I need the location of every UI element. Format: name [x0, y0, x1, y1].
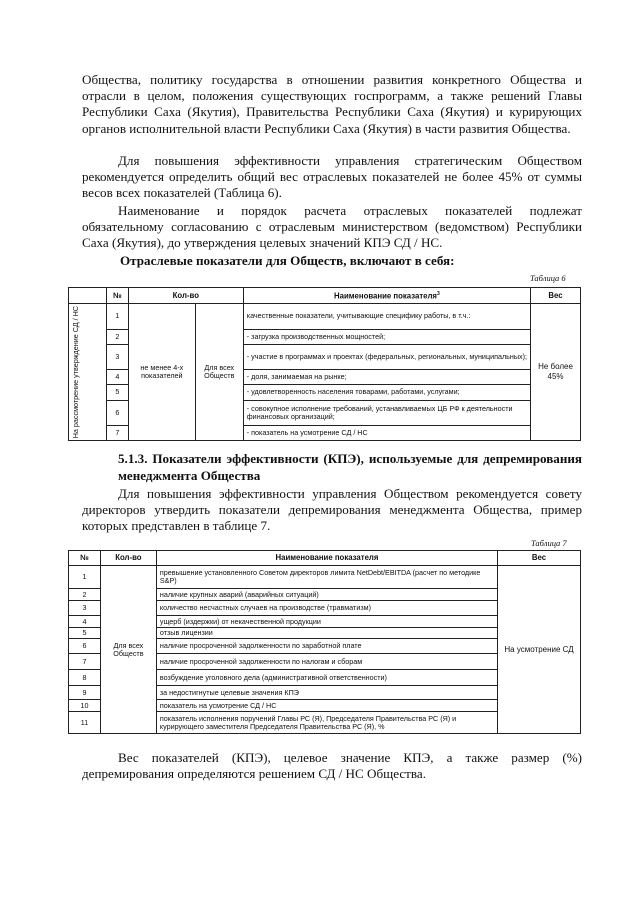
paragraph-agreement: Наименование и порядок расчета отраслевых показателей подлежат обязательному согласованию с отраслевым министерством (ведомством) Республики Саха (Якутия), до утверждения целевых значений КПЭ СД / НС. — [82, 203, 582, 251]
table6-header-num: № — [106, 288, 128, 304]
paragraph-depremiation: Для повышения эффективности управления Обществом рекомендуется совету директоров утвердить показатели депремирования менеджмента Общества, пример которых представлен в таблице 7. — [82, 486, 582, 534]
section-heading-5-1-3: 5.1.3. Показатели эффективности (КПЭ), используемые для депремирования менеджмента Общества — [118, 451, 582, 483]
row-number: 6 — [106, 400, 128, 426]
table6-caption: Таблица 6 — [530, 273, 566, 283]
table6-side-label-cell — [69, 304, 107, 441]
indicator-name: наличие крупных аварий (аварийных ситуаций) — [156, 589, 497, 601]
indicator-name: - удовлетворенность населения товарами, работами, услугами; — [243, 385, 530, 400]
row-number: 10 — [69, 700, 101, 712]
row-number: 8 — [69, 670, 101, 686]
table7-header-num: № — [69, 551, 101, 566]
indicator-name: - загрузка производственных мощностей; — [243, 329, 530, 344]
indicator-name: отзыв лицензии — [156, 628, 497, 639]
row-number: 2 — [69, 589, 101, 601]
row-number: 4 — [69, 616, 101, 628]
row-number: 5 — [106, 385, 128, 400]
indicator-name: наличие просроченной задолженности по налогам и сборам — [156, 654, 497, 670]
table6-scope: Для всех Обществ — [195, 304, 243, 441]
row-number: 3 — [106, 344, 128, 370]
table6-heading: Отраслевые показатели для Обществ, включают в себя: — [120, 253, 455, 268]
row-number: 11 — [69, 712, 101, 734]
indicator-name: показатель на усмотрение СД / НС — [156, 700, 497, 712]
row-number: 5 — [69, 628, 101, 639]
indicator-name: - доля, занимаемая на рынке; — [243, 370, 530, 385]
table7-header-name: Наименование показателя — [156, 551, 497, 566]
table7-scope: Для всех Обществ — [100, 566, 156, 734]
table6-side-label: На рассмотрение утверждение СД / НС — [71, 306, 80, 439]
indicator-name: превышение установленного Советом директоров лимита NetDebt/EBITDA (расчет по методике S&P) — [156, 566, 497, 589]
table6-header-blank — [69, 288, 107, 304]
table7-header-weight: Вес — [498, 551, 581, 566]
table6-header-name: Наименование показателя$^3$ — [243, 288, 530, 304]
indicator-name: - совокупное исполнение требований, устанавливаемых ЦБ РФ к деятельности финансовых организаций; — [243, 400, 530, 426]
row-number: 1 — [69, 566, 101, 589]
row-number: 9 — [69, 686, 101, 700]
table7-weight-value: На усмотрение СД — [498, 566, 581, 734]
table6-weight-value: Не более 45% — [531, 304, 581, 441]
indicator-name: наличие просроченной задолженности по заработной плате — [156, 639, 497, 654]
table-row — [69, 566, 581, 589]
table6-header-qty: Кол-во — [128, 288, 243, 304]
table6 — [68, 287, 581, 441]
table-row — [69, 304, 581, 330]
indicator-name: - участие в программах и проектах (федеральных, региональных, муниципальных); — [243, 344, 530, 370]
table6-qty-value: не менее 4-х показателей — [128, 304, 195, 441]
paragraph-weight-recommendation: Для повышения эффективности управления стратегическим Обществом рекомендуется определить общий вес отраслевых показателей не более 45% от суммы весов всех показателей (Таблица 6). — [82, 153, 582, 201]
row-number: 7 — [106, 426, 128, 441]
row-number: 1 — [106, 304, 128, 330]
row-number: 2 — [106, 329, 128, 344]
indicator-name: ущерб (издержки) от некачественной продукции — [156, 616, 497, 628]
indicator-name: - показатель на усмотрение СД / НС — [243, 426, 530, 441]
indicator-name: возбуждение уголовного дела (административной ответственности) — [156, 670, 497, 686]
paragraph-intro: Общества, политику государства в отношении развития конкретного Общества и отрасли в целом, положения существующих госпрограмм, а также решений Главы Республики Саха (Якутия), Правительства Республики Саха (Якутия) и курирующих органов исполнительной власти Республики Саха (Якутия) в части развития Общества. — [82, 72, 582, 136]
table7 — [68, 550, 581, 734]
table6-header-weight: Вес — [531, 288, 581, 304]
indicator-name: за недостигнутые целевые значения КПЭ — [156, 686, 497, 700]
paragraph-closing: Вес показателей (КПЭ), целевое значение КПЭ, а также размер (%) депремирования определяются решением СД / НС Общества. — [82, 750, 582, 782]
table7-header-qty: Кол-во — [100, 551, 156, 566]
row-number: 7 — [69, 654, 101, 670]
table6-header-row — [69, 288, 581, 304]
row-number: 4 — [106, 370, 128, 385]
indicator-name: количество несчастных случаев на производстве (травматизм) — [156, 601, 497, 616]
table7-caption: Таблица 7 — [531, 538, 567, 548]
row-number: 6 — [69, 639, 101, 654]
table7-header-row — [69, 551, 581, 566]
indicator-name: показатель исполнения поручений Главы РС (Я), Председателя Правительства РС (Я) и курирующего заместителя Председателя Правительства РС (Я), % — [156, 712, 497, 734]
row-number: 3 — [69, 601, 101, 616]
indicator-name: качественные показатели, учитывающие специфику работы, в т.ч.: — [243, 304, 530, 330]
